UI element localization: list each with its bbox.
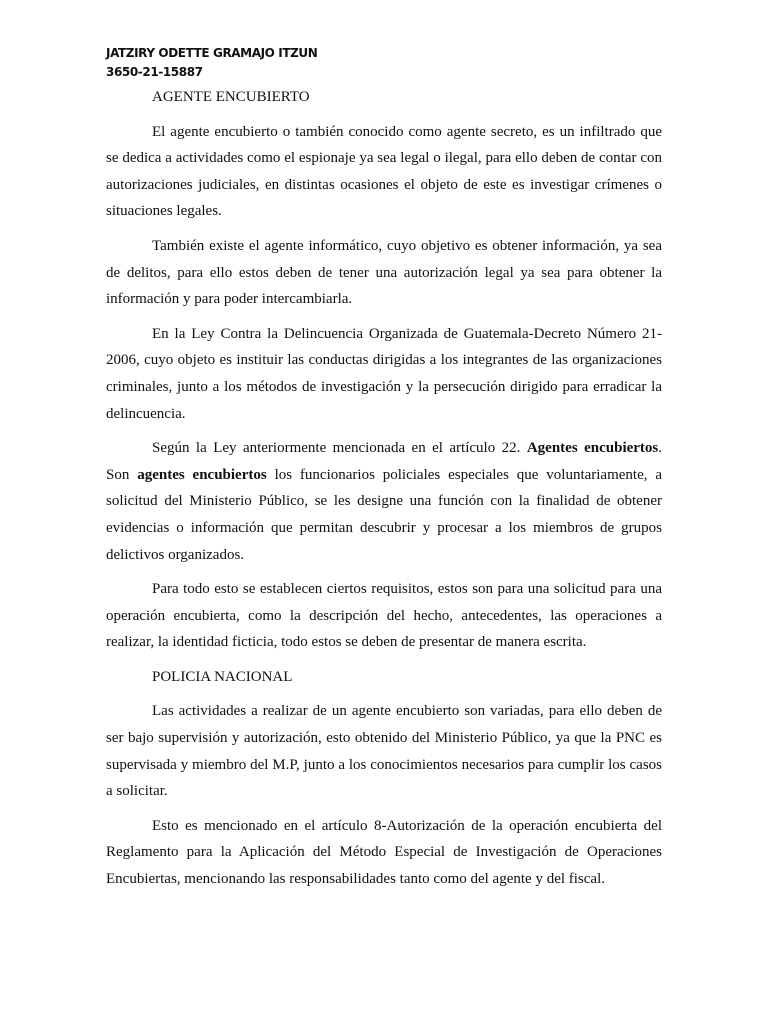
paragraph-7: Esto es mencionado en el artículo 8-Autorización de la operación encubierta del Reglamento para la Aplicación del Método Especial de Investigación de Operaciones Encubiertas, mencionando las responsabilidades tanto como del agente y del fiscal. (106, 817, 662, 888)
paragraph-1: El agente encubierto o también conocido como agente secreto, es un infiltrado que se dedica a actividades como el espionaje ya sea legal o ilegal, para ello deben de contar con autorizaciones judiciales, en distintas ocasiones el objeto de este es investigar crímenes o situaciones legales. (106, 123, 662, 220)
paragraph-2: También existe el agente informático, cuyo objetivo es obtener información, ya sea de delitos, para ello estos deben de tener una autorización legal ya sea para obtener la información y para poder intercambiarla. (106, 237, 662, 308)
paragraph-4-text-b: . Son (106, 440, 663, 483)
paragraph-4-text-c: los funcionarios policiales especiales que voluntariamente, a solicitud del Ministerio Público, se les designe una función con la finalidad de obtener evidencias o información que permitan descubrir y procesar a los miembros de grupos delictivos organizados. (106, 466, 663, 563)
bold-term-agentes-encubiertos-2: agentes encubiertos (137, 466, 267, 483)
author-name: JATZIRY ODETTE GRAMAJO ITZUN (106, 46, 318, 60)
paragraph-4 (106, 435, 662, 568)
author-id-number: 3650-21-15887 (106, 65, 203, 79)
section-heading-policia-nacional: POLICIA NACIONAL (152, 668, 293, 685)
paragraph-4-text-a: Según la Ley anteriormente mencionada en el artículo 22. (152, 440, 527, 457)
section-heading-agente-encubierto: AGENTE ENCUBIERTO (152, 89, 310, 105)
bold-term-agentes-encubiertos: Agentes encubiertos (526, 440, 659, 457)
paragraph-5: Para todo esto se establecen ciertos requisitos, estos son para una solicitud para una operación encubierta, como la descripción del hecho, antecedentes, las operaciones a realizar, la identidad ficticia, todo estos se deben de presentar de manera escrita. (106, 581, 662, 651)
document-body (106, 84, 662, 901)
author-header (106, 44, 317, 82)
paragraph-3: En la Ley Contra la Delincuencia Organizada de Guatemala-Decreto Número 21-2006, cuyo objeto es instituir las conductas dirigidas a los integrantes de las organizaciones criminales, junto a los métodos de investigación y la persecución dirigido para erradicar la delincuencia. (106, 325, 662, 422)
paragraph-6: Las actividades a realizar de un agente encubierto son variadas, para ello deben de ser bajo supervisión y autorización, esto obtenido del Ministerio Público, ya que la PNC es supervisada y miembro del M.P, junto a los conocimientos necesarios para cumplir los casos a solicitar. (106, 703, 662, 800)
